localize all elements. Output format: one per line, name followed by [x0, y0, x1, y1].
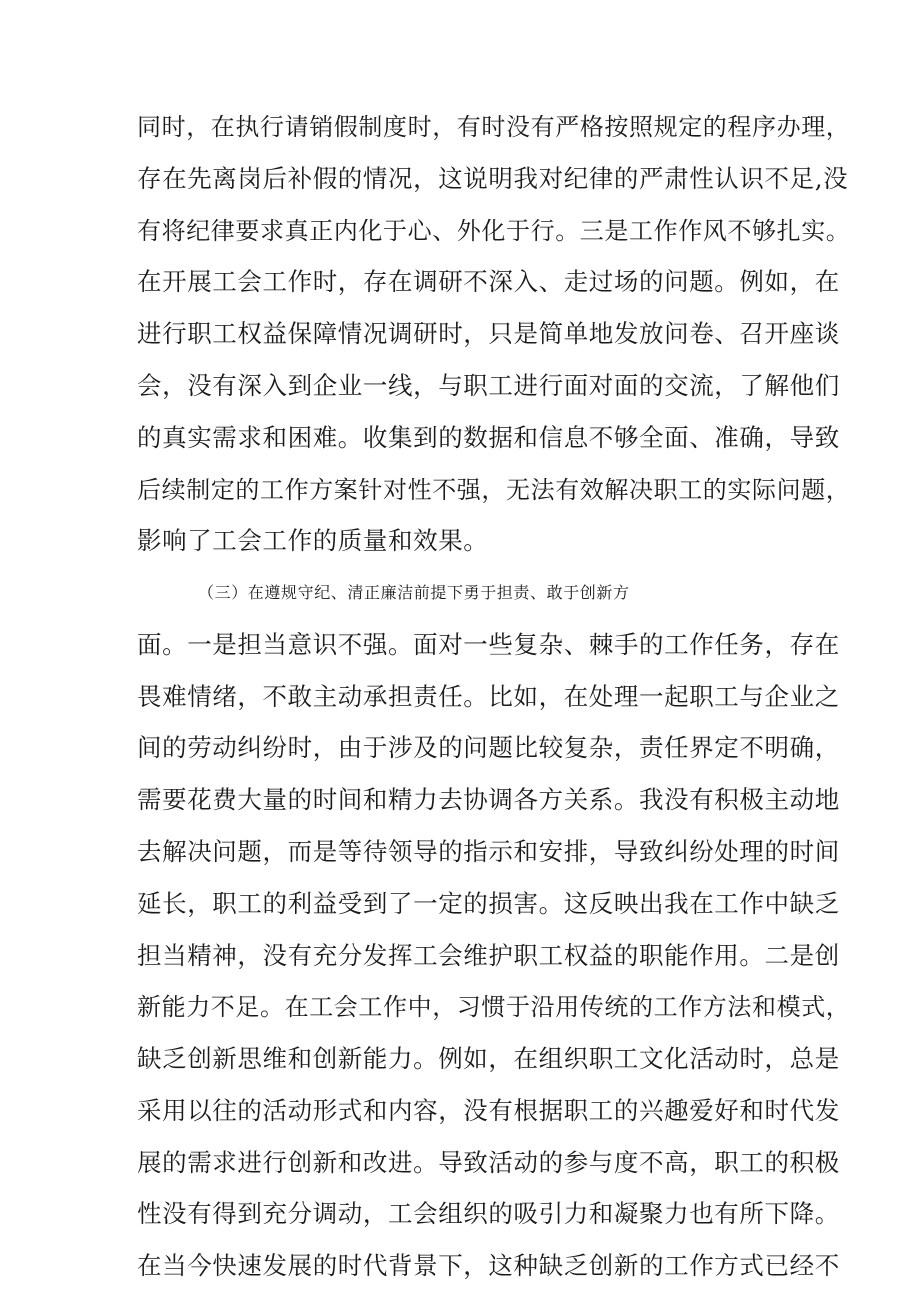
text-line: 性没有得到充分调动，工会组织的吸引力和凝聚力也有所下降。 — [137, 1199, 840, 1228]
text-line: 在开展工会工作时，存在调研不深入、走过场的问题。例如，在 — [137, 267, 840, 296]
text-line: 同时，在执行请销假制度时，有时没有严格按照规定的程序办理， — [137, 113, 851, 141]
text-line: 新能力不足。在工会工作中，习惯于沿用传统的工作方法和模式， — [137, 993, 851, 1021]
text-line: 存在先离岗后补假的情况，这说明我对纪律的严肃性认识不足,没 — [137, 164, 849, 193]
text-line: 在当今快速发展的时代背景下，这种缺乏创新的工作方式已经不 — [137, 1251, 840, 1280]
section-heading-line: （三）在遵规守纪、清正廉洁前提下勇于担责、敢于创新方 — [198, 583, 630, 602]
text-line: 展的需求进行创新和改进。导致活动的参与度不高，职工的积极 — [137, 1148, 840, 1177]
text-line: 担当精神，没有充分发挥工会维护职工权益的职能作用。二是创 — [137, 941, 840, 970]
text-line: 缺乏创新思维和创新能力。例如，在组织职工文化活动时，总是 — [137, 1044, 840, 1073]
text-line: 需要花费大量的时间和精力去协调各方关系。我没有积极主动地 — [137, 785, 840, 814]
text-line: 采用以往的活动形式和内容，没有根据职工的兴趣爱好和时代发 — [137, 1096, 840, 1125]
text-line: 有将纪律要求真正内化于心、外化于行。三是工作作风不够扎实。 — [137, 217, 851, 245]
text-line: 进行职工权益保障情况调研时，只是简单地发放问卷、召开座谈 — [137, 319, 840, 348]
text-line: 畏难情绪，不敢主动承担责任。比如，在处理一起职工与企业之 — [137, 682, 840, 711]
text-line: 会，没有深入到企业一线，与职工进行面对面的交流，了解他们 — [137, 371, 840, 400]
text-line: 影响了工会工作的质量和效果。 — [137, 526, 489, 555]
text-line: 后续制定的工作方案针对性不强，无法有效解决职工的实际问题， — [137, 476, 851, 504]
text-line: 去解决问题，而是等待领导的指示和安排，导致纠纷处理的时间 — [137, 837, 840, 866]
text-line: 延长，职工的利益受到了一定的损害。这反映出我在工作中缺乏 — [137, 889, 840, 918]
text-line: 的真实需求和困难。收集到的数据和信息不够全面、准确，导致 — [137, 423, 840, 452]
text-line: 间的劳动纠纷时，由于涉及的问题比较复杂，责任界定不明确， — [137, 733, 840, 762]
text-line: 面。一是担当意识不强。面对一些复杂、棘手的工作任务，存在 — [137, 630, 840, 659]
